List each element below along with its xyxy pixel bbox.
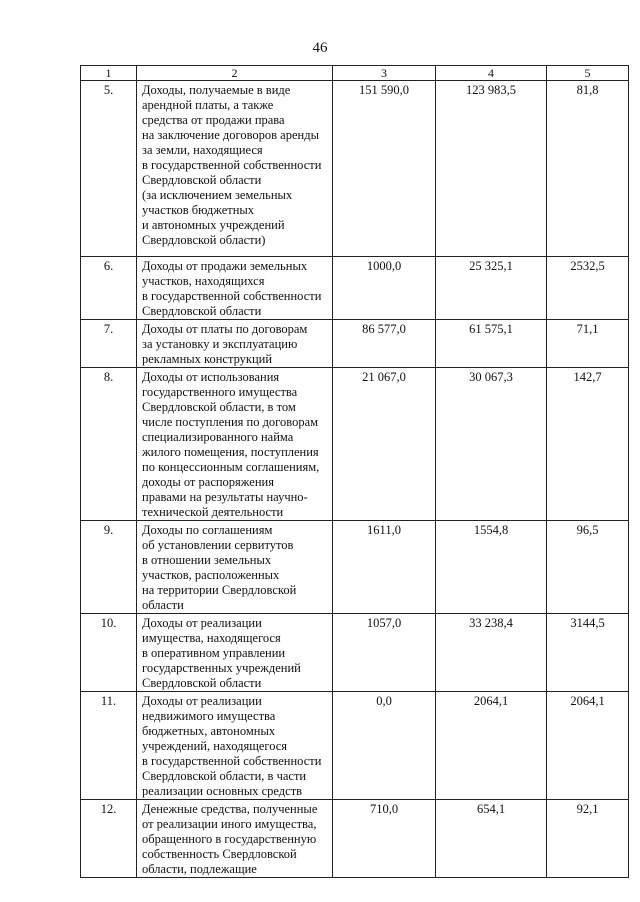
row-value-col3: 0,0 [333,692,436,800]
row-number: 10. [81,614,137,692]
row-value-col3: 1000,0 [333,257,436,320]
description-line: доходы от распоряжения [142,475,274,489]
description-line: Свердловской области [142,304,262,318]
description-line: Доходы, получаемые в виде [142,83,291,97]
description-line: рекламных конструкций [142,352,273,366]
row-value-col3: 86 577,0 [333,320,436,368]
description-line: реализации основных средств [142,784,303,798]
row-number: 8. [81,368,137,521]
row-number: 6. [81,257,137,320]
table-row [81,320,629,368]
description-line: участков, расположенных [142,568,280,582]
row-value-col3: 710,0 [333,800,436,878]
description-line: за установку и эксплуатацию [142,337,298,351]
description-line: (за исключением земельных [142,188,293,202]
row-value-col4: 2064,1 [436,692,547,800]
table-row [81,368,629,521]
description-line: недвижимого имущества [142,709,276,723]
description-line: Доходы по соглашениям [142,523,273,537]
description-line: Доходы от реализации [142,694,262,708]
description-line: в государственной собственности [142,289,322,303]
row-value-col4: 123 983,5 [436,81,547,257]
row-description [137,368,333,521]
description-line: на заключение договоров аренды [142,128,319,142]
description-line: участков, находящихся [142,274,265,288]
column-header-4: 4 [436,66,547,81]
row-number: 7. [81,320,137,368]
row-value-col5: 81,8 [547,81,629,257]
description-line: Свердловской области [142,676,262,690]
description-line: средства от продажи права [142,113,285,127]
description-line: Свердловской области [142,173,262,187]
description-line: имущества, находящегося [142,631,281,645]
row-value-col5: 96,5 [547,521,629,614]
table-header-row [81,66,629,81]
description-line: специализированного найма [142,430,294,444]
column-header-1: 1 [81,66,137,81]
description-line: жилого помещения, поступления [142,445,319,459]
column-header-2: 2 [137,66,333,81]
row-description [137,692,333,800]
description-line: Свердловской области, в части [142,769,307,783]
row-value-col3: 21 067,0 [333,368,436,521]
description-line: арендной платы, а также [142,98,274,112]
row-value-col5: 2532,5 [547,257,629,320]
row-value-col5: 2064,1 [547,692,629,800]
row-description [137,81,333,257]
description-line: в отношении земельных [142,553,272,567]
description-line: на территории Свердловской [142,583,297,597]
description-line: обращенного в государственную [142,832,317,846]
row-description [137,521,333,614]
description-line: в государственной собственности [142,754,322,768]
description-line: Доходы от продажи земельных [142,259,308,273]
column-header-5: 5 [547,66,629,81]
description-line: Доходы от реализации [142,616,262,630]
table-row [81,521,629,614]
row-number: 5. [81,81,137,257]
description-line: собственность Свердловской [142,847,297,861]
description-line: государственных учреждений [142,661,301,675]
description-line: государственного имущества [142,385,298,399]
table-row [81,692,629,800]
description-line: области, подлежащие [142,862,257,876]
row-value-col4: 30 067,3 [436,368,547,521]
table-row [81,614,629,692]
row-number: 11. [81,692,137,800]
description-line: по концессионным соглашениям, [142,460,320,474]
description-line: Денежные средства, полученные [142,802,318,816]
description-line: в государственной собственности [142,158,322,172]
description-line: об установлении сервитутов [142,538,294,552]
row-number: 9. [81,521,137,614]
row-value-col5: 3144,5 [547,614,629,692]
row-value-col3: 1611,0 [333,521,436,614]
row-value-col3: 151 590,0 [333,81,436,257]
row-value-col4: 33 238,4 [436,614,547,692]
description-line: учреждений, находящегося [142,739,288,753]
row-value-col3: 1057,0 [333,614,436,692]
row-description [137,614,333,692]
table-row [81,800,629,878]
description-line: области [142,598,184,612]
row-value-col5: 71,1 [547,320,629,368]
row-description [137,257,333,320]
row-value-col4: 25 325,1 [436,257,547,320]
revenue-table [80,65,629,878]
row-value-col5: 142,7 [547,368,629,521]
row-description [137,800,333,878]
description-line: участков бюджетных [142,203,255,217]
row-value-col4: 1554,8 [436,521,547,614]
row-number: 12. [81,800,137,878]
description-line: от реализации иного имущества, [142,817,317,831]
description-line: технической деятельности [142,505,284,519]
description-line: Свердловской области, в том [142,400,296,414]
description-line: и автономных учреждений [142,218,285,232]
row-value-col4: 61 575,1 [436,320,547,368]
description-line: Доходы от платы по договорам [142,322,308,336]
description-line: Доходы от использования [142,370,280,384]
description-line: Свердловской области) [142,233,266,247]
table-row [81,257,629,320]
description-line: за земли, находящиеся [142,143,263,157]
column-header-3: 3 [333,66,436,81]
row-description [137,320,333,368]
row-value-col4: 654,1 [436,800,547,878]
description-line: правами на результаты научно- [142,490,308,504]
description-line: в оперативном управлении [142,646,286,660]
description-line: бюджетных, автономных [142,724,276,738]
row-value-col5: 92,1 [547,800,629,878]
page-number: 46 [312,40,328,56]
description-line: числе поступления по договорам [142,415,319,429]
table-row [81,81,629,257]
